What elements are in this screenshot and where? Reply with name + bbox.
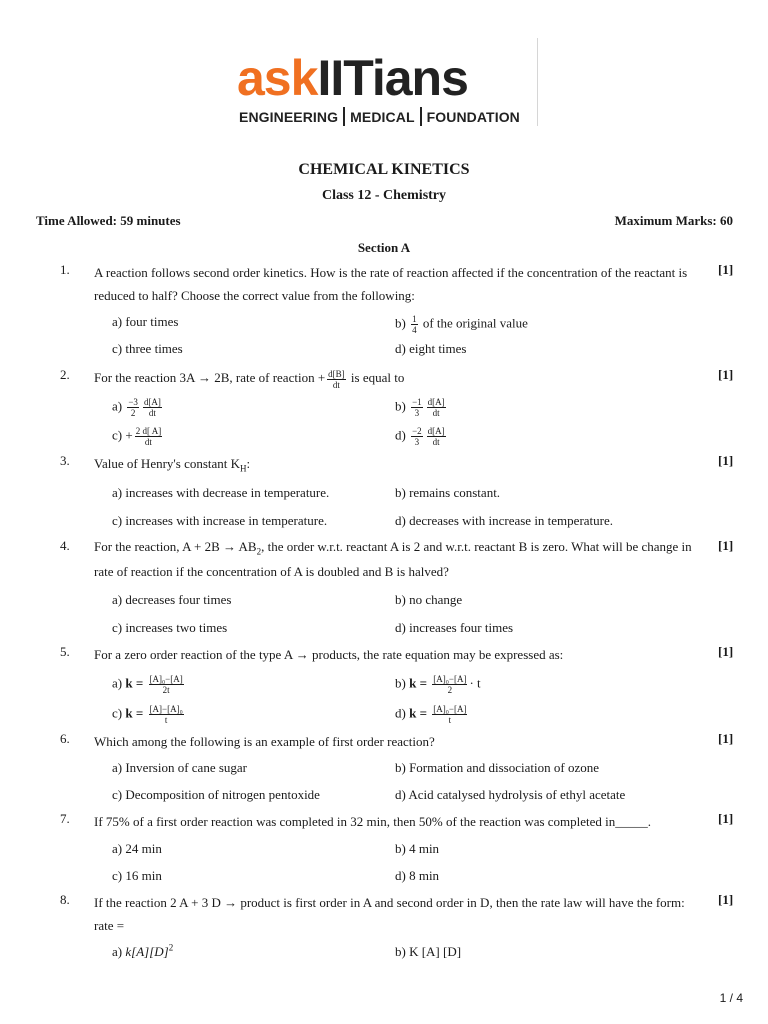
question-text: If 75% of a first order reaction was completed in 32 min, then 50% of the reaction was completed in_____. (94, 814, 652, 829)
option-a[interactable]: a) 24 min (112, 841, 162, 856)
time-allowed: Time Allowed: 59 minutes (36, 213, 181, 228)
option-b[interactable]: b) Formation and dissociation of ozone (395, 760, 599, 775)
question-marks: [1] (718, 538, 734, 553)
option-a[interactable]: a) $k[A][D]^2$ (112, 942, 174, 959)
question-text: For the reaction, $A + 2B \to AB_2$, the order w.r.t. reactant A is 2 and w.r.t. reactant B is zero. What will be change in rate of reaction if the concentration of A is doubled and B is halved? (94, 539, 692, 579)
logo-rule (537, 38, 538, 126)
option-b[interactable]: b) $\frac{1}{4}$ of the original value (395, 314, 528, 335)
option-b[interactable]: b) remains constant. (395, 485, 501, 500)
fraction: $\frac{1}{4}$ (412, 314, 417, 335)
page-number: 1 / 4 (719, 991, 743, 1005)
question-text: For the reaction 3A → 2B, rate of reaction + $\frac{d[B]}{dt}$ is equal to (94, 368, 405, 390)
question-marks: [1] (718, 262, 734, 277)
tagline-divider (343, 107, 345, 126)
question-marks: [1] (718, 644, 734, 659)
question-number: 2. (60, 367, 70, 382)
option-d[interactable]: d) 8 min (395, 868, 440, 883)
option-d[interactable]: d) Acid catalysed hydrolysis of ethyl acetate (395, 787, 626, 802)
option-d[interactable]: d) increases four times (395, 620, 514, 635)
option-d[interactable]: d) decreases with increase in temperature. (395, 513, 614, 528)
option-c[interactable]: c) three times (112, 341, 183, 356)
option-c[interactable]: c) + $\frac{2 d[ A]}{dt}$ (112, 426, 162, 447)
question-text: Which among the following is an example of first order reaction? (94, 734, 435, 749)
question-number: 3. (60, 453, 70, 468)
option-d[interactable]: d) eight times (395, 341, 467, 356)
option-a[interactable]: a) decreases four times (112, 592, 232, 607)
question-marks: [1] (718, 892, 734, 907)
question-number: 8. (60, 892, 70, 907)
option-b[interactable]: b) k = $\frac{\text{[A]₀−[A]}}{2}$ · t (395, 674, 481, 695)
option-b[interactable]: b) no change (395, 592, 463, 607)
question-text: If the reaction 2 A + 3 D → product is first order in A and second order in D, then the rate law will have the form: rate = (94, 895, 685, 933)
option-d[interactable]: d) $\frac{-2}{3}$ $\frac{d[A]}{dt}$ (395, 426, 445, 447)
logo-wordmark: askIITians (237, 50, 468, 106)
maximum-marks: Maximum Marks: 60 (614, 213, 733, 228)
question-text: Value of Henry's constant $K_H$: (94, 456, 251, 474)
option-b[interactable]: b) 4 min (395, 841, 440, 856)
section-heading: Section A (357, 240, 411, 255)
question-marks: [1] (718, 367, 734, 382)
tagline-divider (420, 107, 422, 126)
option-a[interactable]: a) Inversion of cane sugar (112, 760, 247, 775)
question-number: 4. (60, 538, 70, 553)
question-number: 5. (60, 644, 70, 659)
option-a[interactable]: a) $\frac{-3}{2}$ $\frac{d[A]}{dt}$ (112, 397, 161, 418)
question-number: 6. (60, 731, 70, 746)
option-a[interactable]: a) k = $\frac{\text{[A]₀−[A]}}{2t}$ (112, 674, 183, 695)
question-marks: [1] (718, 811, 734, 826)
option-b[interactable]: b) $\frac{-1}{3}$ $\frac{d[A]}{dt}$ (395, 397, 445, 418)
page-title: CHEMICAL KINETICS (298, 161, 470, 178)
option-c[interactable]: c) 16 min (112, 868, 162, 883)
option-a[interactable]: a) increases with decrease in temperature. (112, 485, 330, 500)
option-c[interactable]: c) k = $\frac{\text{[A]−[A]₀}}{t}$ (112, 704, 183, 725)
page-subtitle: Class 12 - Chemistry (321, 188, 447, 203)
option-c[interactable]: c) Decomposition of nitrogen pentoxide (112, 787, 320, 802)
question-marks: [1] (718, 453, 734, 468)
fraction: $\frac{d[B]}{dt}$ (328, 368, 345, 390)
option-d[interactable]: d) k = $\frac{\text{[A]₀−[A]}}{t}$ (395, 704, 467, 725)
question-number: 1. (60, 262, 70, 277)
question-number: 7. (60, 811, 70, 826)
logo (237, 50, 537, 130)
option-c[interactable]: c) increases with increase in temperature. (112, 513, 328, 528)
question-text: A reaction follows second order kinetics. How is the rate of reaction affected if the concentration of the reactant is reduced to half? Choose the correct value from the following: (94, 265, 688, 303)
option-a[interactable]: a) four times (112, 314, 179, 329)
question-text: For a zero order reaction of the type A → products, the rate equation may be expressed as: (94, 647, 564, 662)
logo-tagline: ENGINEERING MEDICAL FOUNDATION (239, 109, 520, 125)
option-c[interactable]: c) increases two times (112, 620, 228, 635)
option-b[interactable]: b) K [A] [D] (395, 944, 462, 959)
question-marks: [1] (718, 731, 734, 746)
